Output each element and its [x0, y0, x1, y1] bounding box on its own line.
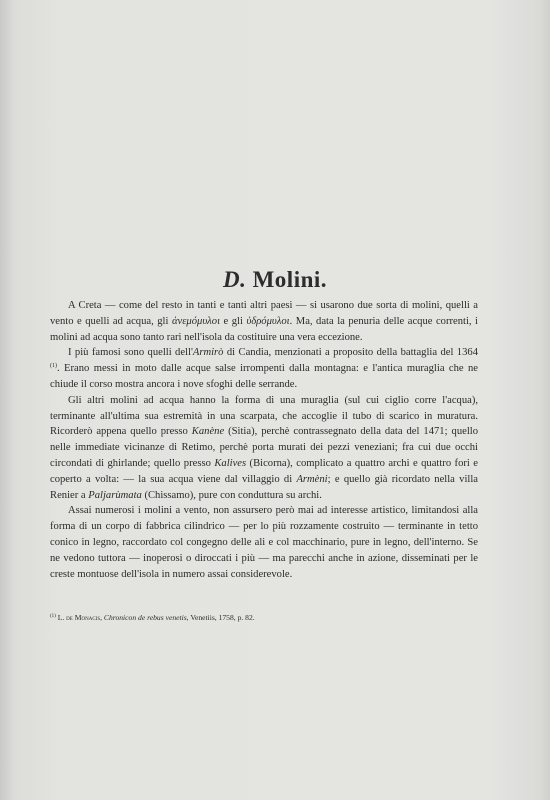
paragraph-1: [50, 298, 478, 345]
text-run: I più famosi sono quelli dell': [68, 347, 193, 359]
text-run: . Ma, data la penuria delle acque correnti, i molini ad acqua sono tanto rari nell'isola da costituire una vera eccezione.: [50, 315, 478, 343]
footnote-author: L. de Monacis: [57, 613, 101, 622]
place-name: Armèni: [296, 473, 328, 485]
place-name: Paljarùmata: [88, 489, 142, 501]
text-run: di Candia, menzionati a proposito della battaglia del 1364: [223, 347, 478, 359]
text-run: (Chissamo), pure con conduttura su archi.: [141, 489, 322, 501]
text-run: e gli: [220, 315, 247, 327]
text-run: (Bicorna), complicato a quattro archi e quattro fori e coperto a volta: — la sua acqua viene dal villaggio di: [50, 457, 479, 485]
section-letter: D.: [222, 267, 247, 293]
text-run: ; e quello già ricordato nella villa Renier a: [50, 473, 478, 501]
section-title: [0, 267, 550, 293]
paragraph-4: [50, 503, 478, 582]
place-name: Kalives: [214, 457, 247, 469]
footnote-marker: (1): [50, 614, 56, 619]
footnote-work-title: Chronicon de rebus venetis: [103, 613, 187, 622]
text-run: . Erano messi in moto dalle acque salse irrompenti dalla montagna: e l'antica muraglia che ne chiude il corso mostra ancora i nove sfoghi delle serrande.: [50, 363, 478, 390]
greek-term: ὑδρόμυλοι: [246, 315, 290, 327]
footnote-citation: , Venetiis, 1758, p. 82.: [186, 613, 255, 622]
text-run: A Creta — come del resto in tanti e tanti altri paesi — si usarono due sorta di molini, quelli a vento e quelli ad acqua, gli: [50, 300, 478, 327]
footnote-reference: (1): [50, 363, 57, 370]
text-run: Gli altri molini ad acqua hanno la forma di una muraglia (sul cui ciglio corre l'acqua), terminante all'ultima sua estremità in una scarpata, che accoglie il tubo di scarico in muratura. Ricorderò appena quello presso: [50, 394, 478, 438]
footnote: [50, 612, 478, 623]
footnote-separator: ,: [100, 613, 104, 622]
greek-term: ἀνεμόμυλοι: [171, 315, 221, 327]
paragraph-3: [50, 393, 478, 504]
place-name: Kanène: [191, 426, 225, 438]
text-run: (Sitia), perchè contrassegnato della data del 1471; quello nelle immediate vicinanze di Retimo, perchè porta murati dei pezzi veneziani; fra cui due occhi circondati di ghirlande; quello presso: [50, 426, 478, 469]
paragraph-2: [50, 345, 478, 392]
body-text: [50, 298, 478, 582]
section-word: Molini.: [252, 267, 328, 293]
text-run: Assai numerosi i molini a vento, non assursero però mai ad interesse artistico, limitandosi alla forma di un corpo di fabbrica cilindrico — per lo più rozzamente costruito — terminante in tetto conico in legno, raccordato col congegno delle ali e col macchinario, pure in legno, dell'interno. Se ne vedono tuttora — inoperosi o diroccati i più — ma parecchi anche in azione, disseminati per le creste montuose dell'isola in numero assai considerevole.: [50, 505, 478, 580]
place-name: Armirò: [192, 347, 224, 359]
